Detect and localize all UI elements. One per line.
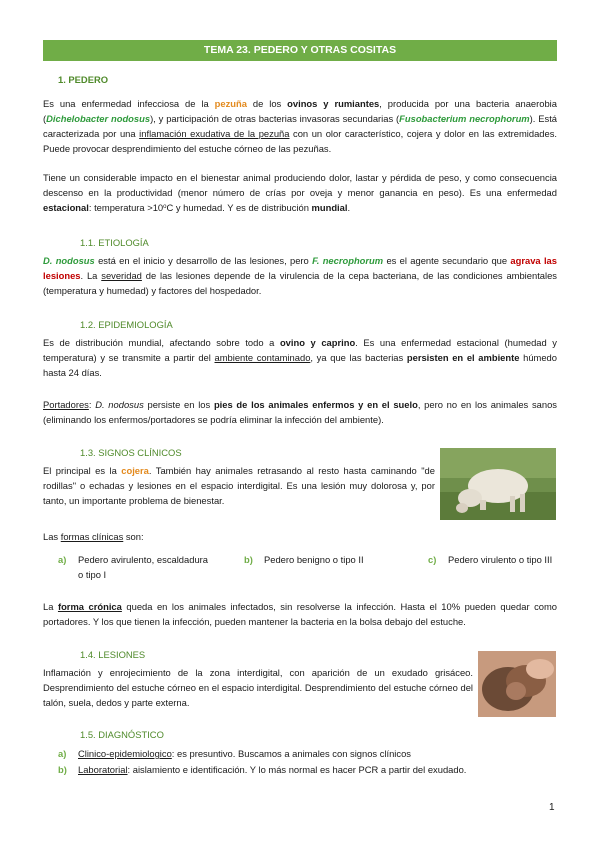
page-number: 1 bbox=[549, 802, 555, 813]
page-title: TEMA 23. PEDERO Y OTRAS COSITAS bbox=[43, 40, 557, 61]
sheep-photo bbox=[440, 448, 556, 520]
formas-clinicas-list: a) Pedero avirulento, escaldadura o tipo I b) Pedero benigno o tipo II c) Pedero virulento o tipo III bbox=[58, 554, 553, 580]
diagnostico-item-a: a) Clinico-epidemiologico: es presuntivo. Buscamos a animales con signos clínicos bbox=[58, 748, 411, 759]
section-heading-lesiones: 1.4. LESIONES bbox=[80, 649, 146, 660]
species-fusobacterium: Fusobacterium necrophorum bbox=[399, 112, 530, 124]
highlight-pezuna: pezuña bbox=[214, 98, 247, 109]
paragraph-epidemiologia: Es de distribución mundial, afectando sobre todo a ovino y caprino. Es una enfermedad estacional (humedad y temperatura) y se transmite a partir del ambiente contaminado, ya que las bacterias persisten en el ambiente húmedo hasta 24 días. bbox=[43, 337, 557, 378]
highlight-cojera: cojera bbox=[121, 465, 149, 476]
section-heading-epidemiologia: 1.2. EPIDEMIOLOGÍA bbox=[80, 319, 173, 330]
formas-intro: Las formas clínicas son: bbox=[43, 531, 144, 542]
section-heading-signos: 1.3. SIGNOS CLÍNICOS bbox=[80, 447, 182, 458]
paragraph-cronica: La forma crónica queda en los animales infectados, sin resolverse la infección. Hasta el 10% pueden quedar como portadores. Y los que tienen la infección, pueden mantener la bacteria en la bolsa debajo del estuche. bbox=[43, 601, 558, 627]
paragraph-signos: El principal es la cojera. También hay animales retrasando al resto hasta caminando "de rodillas" o echadas y lesiones en el espacio interdigital. Es una lesión muy dolorosa y, por tanto, un importante problema de bienestar. bbox=[43, 465, 435, 506]
paragraph-etiologia: D. nodosus está en el inicio y desarrollo de las lesiones, pero F. necrophorum es el agente secundario que agrava las lesiones. La severidad de las lesiones depende de la virulencia de la cepa bacteriana, de las condiciones ambientales (temperatura y humedad) y factores del hospedador. bbox=[43, 255, 557, 296]
hoof-lesion-photo bbox=[478, 651, 556, 717]
section-heading-pedero: 1. PEDERO bbox=[58, 74, 109, 85]
paragraph-impacto: Tiene un considerable impacto en el bienestar animal produciendo dolor, lastar y pérdida de peso, y como consecuencia descenso en la productividad (menor número de crías por oveja y menor ganancia en peso). Es una enfermedad estacional: temperatura $>10^oC$ y humedad. Y es de distribución mundial. bbox=[43, 172, 557, 213]
paragraph-lesiones: Inflamación y enrojecimiento de la zona interdigital, con aparición de un exudado grisáceo. Desprendimiento del estuche córneo en el espacio interdigital. Desprendimiento del estuche córneo del talón, suela, dedos y parte externa. bbox=[43, 667, 473, 708]
paragraph-portadores: Portadores: D. nodosus persiste en los pies de los animales enfermos y en el suelo, pero no en los animales sanos (eliminando los enfermos/portadores se podría eliminar la infección del ambiente). bbox=[43, 399, 557, 425]
section-heading-diagnostico: 1.5. DIAGNÓSTICO bbox=[80, 729, 164, 740]
paragraph-intro: Es una enfermedad infecciosa de la pezuña de los ovinos y rumiantes, producida por una bacteria anaerobia (Dichelobacter nodosus), y participación de otras bacterias invasoras secundarias (Fusobacterium necrophorum). Está caracterizada por una inflamación exudativa de la pezuña con un olor característico, cojera y dolor en las extremidades. Puede provocar desprendimiento del estuche córneo de las pezuñas. bbox=[43, 98, 558, 154]
diagnostico-item-b: b) Laboratorial: aislamiento e identificación. Y lo más normal es hacer PCR a partir del exudado. bbox=[58, 764, 467, 775]
highlight-agrava: agrava las lesiones bbox=[43, 255, 557, 281]
species-dichelobacter: Dichelobacter nodosus bbox=[46, 112, 151, 124]
section-heading-etiologia: 1.1. ETIOLOGÍA bbox=[80, 237, 149, 248]
